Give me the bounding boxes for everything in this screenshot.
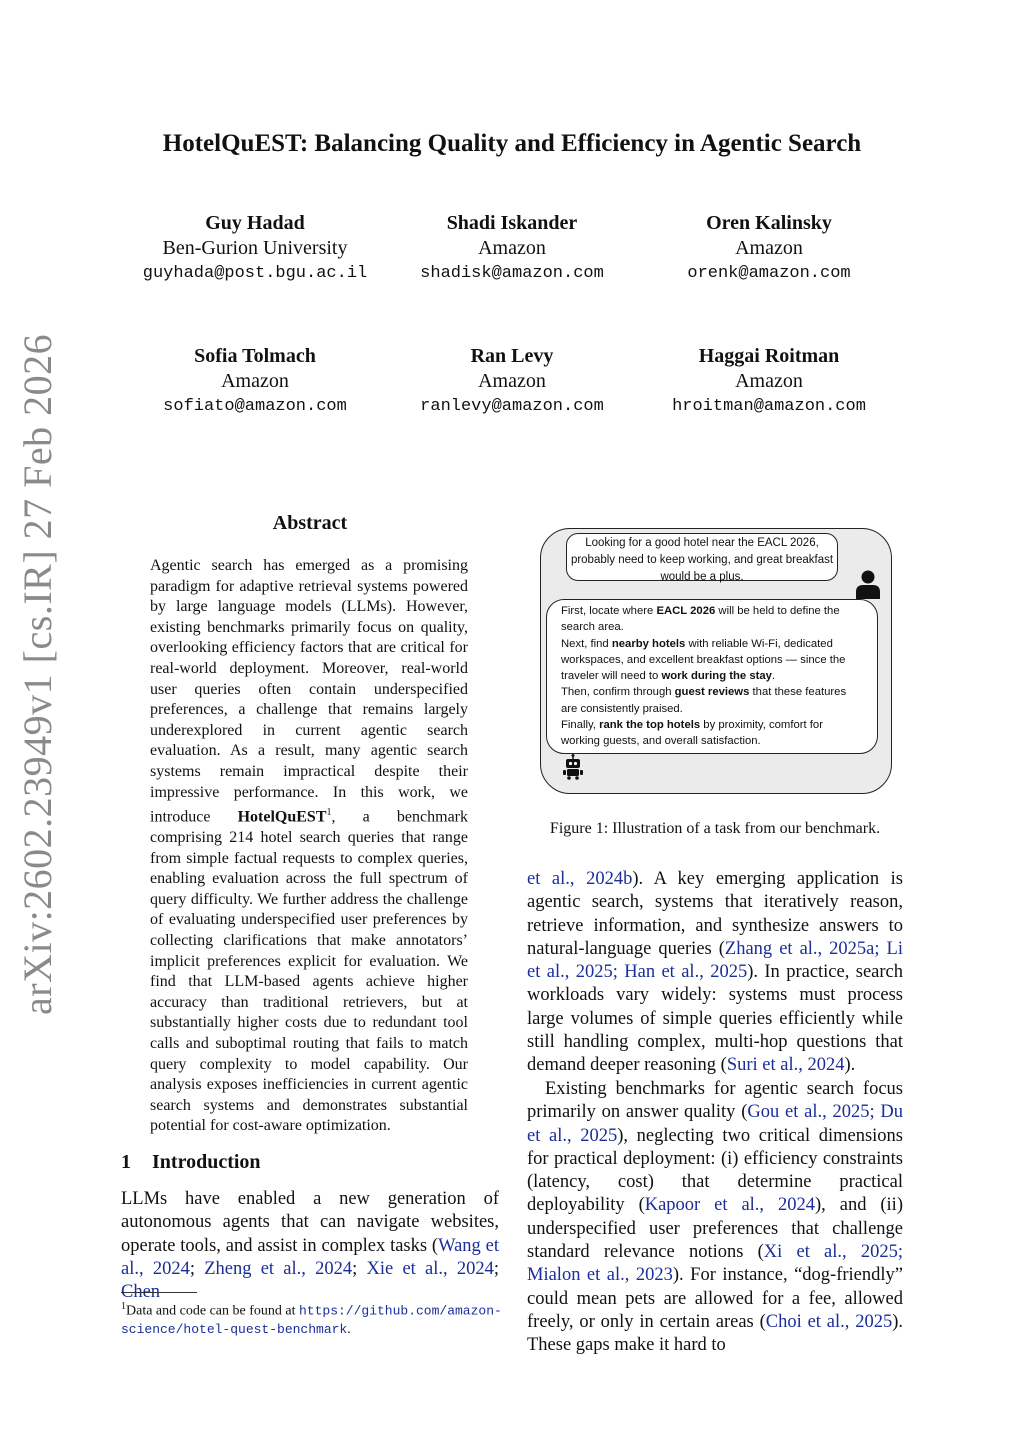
- step-text: by proximity, comfort for working guests, and overall satisfaction.: [561, 719, 823, 748]
- step-emphasis: work during the stay: [661, 670, 772, 683]
- author-name: Sofia Tolmach: [194, 345, 316, 367]
- footnote-end: .: [347, 1321, 351, 1337]
- user-person-icon: [854, 569, 882, 599]
- step-text: First, locate where: [561, 605, 657, 617]
- author-affiliation: Ben-Gurion University: [162, 237, 348, 259]
- author-name: Guy Hadad: [205, 212, 305, 234]
- step-text: Then, confirm through: [561, 686, 675, 699]
- author-email[interactable]: ranlevy@amazon.com: [420, 397, 604, 416]
- author-block: [619, 211, 919, 286]
- agent-plan-bubble: [546, 599, 878, 754]
- citation-link[interactable]: Kapoor et al., 2024: [644, 1195, 815, 1216]
- section-number: 1: [121, 1151, 131, 1173]
- section-title: Introduction: [152, 1151, 261, 1173]
- code-repository-link[interactable]: https://github.com/amazon-science/hotel-quest-benchmark: [121, 1303, 502, 1337]
- paragraph-text: ).: [844, 1055, 856, 1076]
- footnote: [121, 1298, 505, 1339]
- intro-paragraph: [527, 1078, 903, 1358]
- footnote-number: 1: [121, 1301, 126, 1312]
- citation-link[interactable]: Choi et al., 2025: [765, 1311, 893, 1332]
- abstract-text-part: Agentic search has emerged as a promising paradigm for adaptive retrieval systems powered by large language models (LLMs). However, existing benchmarks primarily focus on quality, overlooking efficiency factors that are critical for real-world deployment. Moreover, real-world user queries often contain underspecified preferences, a challenge that remains largely underexplored in current agentic search evaluation. As a result, many agentic search systems remain impractical despite their impressive performance. In this work, we introduce: [150, 557, 468, 826]
- author-name: Shadi Iskander: [446, 212, 578, 234]
- paragraph-text: ). A key emerging application is agentic search, systems that iteratively reason, retrieve information, and synthesize answers to natural-language queries (: [527, 869, 903, 959]
- citation-link[interactable]: Zhang et al., 2025a; Li et al., 2025; Han et al., 2025: [527, 938, 903, 983]
- step-emphasis: guest reviews: [674, 686, 750, 699]
- abstract-heading: Abstract: [272, 512, 348, 534]
- footnote-divider: [121, 1292, 197, 1293]
- figure-task-illustration: [540, 528, 892, 794]
- intro-paragraph-continued: [527, 868, 903, 1078]
- step-text: Next, find: [561, 637, 612, 650]
- author-email[interactable]: shadisk@amazon.com: [420, 264, 604, 283]
- step-emphasis: EACL 2026: [656, 605, 716, 617]
- benchmark-name: HotelQuEST: [237, 808, 327, 826]
- author-affiliation: Amazon: [735, 370, 803, 392]
- arxiv-identifier: arXiv:2602.23949v1 [cs.IR] 27 Feb 2026: [15, 333, 60, 1015]
- author-email[interactable]: hroitman@amazon.com: [672, 397, 866, 416]
- paragraph-text: ). In practice, search workloads vary widely: systems must process large volumes of simple queries efficiently while still handling complex, multi-hop questions that demand deeper reasoning (: [527, 962, 903, 1076]
- citation-link[interactable]: Chen: [121, 1282, 161, 1303]
- author-affiliation: Amazon: [221, 370, 289, 392]
- citation-link[interactable]: Gou et al., 2025; Du et al., 2025: [527, 1102, 903, 1146]
- agent-plan-step: [561, 636, 865, 685]
- paragraph-text: ), and (ii) underspecified user preferences that challenge standard relevance notions (: [527, 1195, 903, 1263]
- step-text: that these features are consistently praised.: [561, 686, 847, 715]
- user-message-bubble: Looking for a good hotel near the EACL 2026, probably need to keep working, and great breakfast would be a plus.: [566, 533, 838, 581]
- step-text: Finally,: [561, 719, 600, 732]
- author-block: [362, 211, 662, 286]
- step-text: will be held to define the search area.: [561, 605, 840, 634]
- agent-plan-step: [561, 603, 865, 636]
- citation-link[interactable]: Xie et al., 2024: [366, 1258, 494, 1279]
- author-affiliation: Amazon: [478, 370, 546, 392]
- citation-link[interactable]: Suri et al., 2024: [726, 1055, 845, 1076]
- intro-paragraph: LLMs have enabled a new generation of autonomous agents that can navigate websites, operate tools, and assist in complex tasks (Wang et al., 2024; Zheng et al., 2024; Xie et al., 2024; Chen: [121, 1189, 500, 1303]
- author-email[interactable]: orenk@amazon.com: [687, 264, 851, 283]
- footnote-marker[interactable]: 1: [326, 807, 332, 819]
- agent-plan-step: [561, 684, 865, 717]
- figure-caption: Figure 1: Illustration of a task from our benchmark.: [549, 820, 881, 837]
- abstract-text: [150, 556, 468, 1137]
- citation-link[interactable]: Wang et al., 2024: [121, 1235, 499, 1279]
- robot-agent-icon: [561, 754, 585, 780]
- author-affiliation: Amazon: [735, 237, 803, 259]
- citation-link[interactable]: Xi et al., 2025; Mialon et al., 2023: [527, 1242, 904, 1286]
- agent-plan-step: [561, 717, 865, 750]
- author-block: [105, 211, 405, 286]
- abstract-text-part: , a benchmark comprising 214 hotel search queries that range from simple factual requests to complex queries, enabling evaluation across the full spectrum of query difficulty. We further address the challenge of evaluating underspecified user preferences by collecting clarifications that make annotators’ implicit preferences explicit for evaluation. We find that LLM-based agents achieve higher accuracy than traditional retrievers, but at substantially higher costs due to redundant tool calls and suboptimal routing that fails to match query complexity to model capability. Our analysis exposes inefficiencies in current agentic search systems and demonstrates substantial potential for cost-aware optimization.: [150, 808, 469, 1135]
- author-email[interactable]: sofiato@amazon.com: [163, 397, 347, 416]
- author-email[interactable]: guyhada@post.bgu.ac.il: [142, 264, 368, 283]
- citation-link[interactable]: et al., 2024b: [527, 869, 633, 889]
- author-name: Oren Kalinsky: [706, 212, 832, 234]
- paragraph-text: LLMs have enabled a new generation of autonomous agents that can navigate websites, operate tools, and assist in complex tasks (: [121, 1189, 499, 1256]
- author-block: [619, 344, 919, 419]
- step-text: .: [771, 670, 776, 683]
- paragraph-text: ). For instance, “dog-friendly” could mean pets are allowed for a fee, allowed freely, or only in certain areas (: [527, 1265, 903, 1332]
- step-text: with reliable Wi-Fi, dedicated workspaces, and excellent breakfast options — since the traveler will need to: [561, 637, 846, 683]
- step-emphasis: nearby hotels: [611, 637, 686, 650]
- paragraph-text: ). These gaps make it hard to: [527, 1311, 903, 1356]
- section-heading-introduction: [121, 1151, 261, 1174]
- author-name: Ran Levy: [470, 345, 554, 367]
- author-block: [105, 344, 405, 419]
- author-affiliation: Amazon: [478, 237, 546, 259]
- paragraph-text: ), neglecting two critical dimensions for practical deployment: (i) efficiency constraints (latency, cost) that determine practical deployability (: [527, 1125, 903, 1216]
- citation-link[interactable]: Zheng et al., 2024: [204, 1258, 353, 1279]
- step-emphasis: rank the top hotels: [599, 719, 701, 732]
- paragraph-text: Existing benchmarks for agentic search focus primarily on answer quality (: [527, 1079, 903, 1123]
- author-block: [362, 344, 662, 419]
- paper-title: HotelQuEST: Balancing Quality and Efficiency in Agentic Search: [162, 130, 862, 157]
- footnote-text: Data and code can be found at: [126, 1303, 299, 1319]
- author-name: Haggai Roitman: [698, 345, 840, 367]
